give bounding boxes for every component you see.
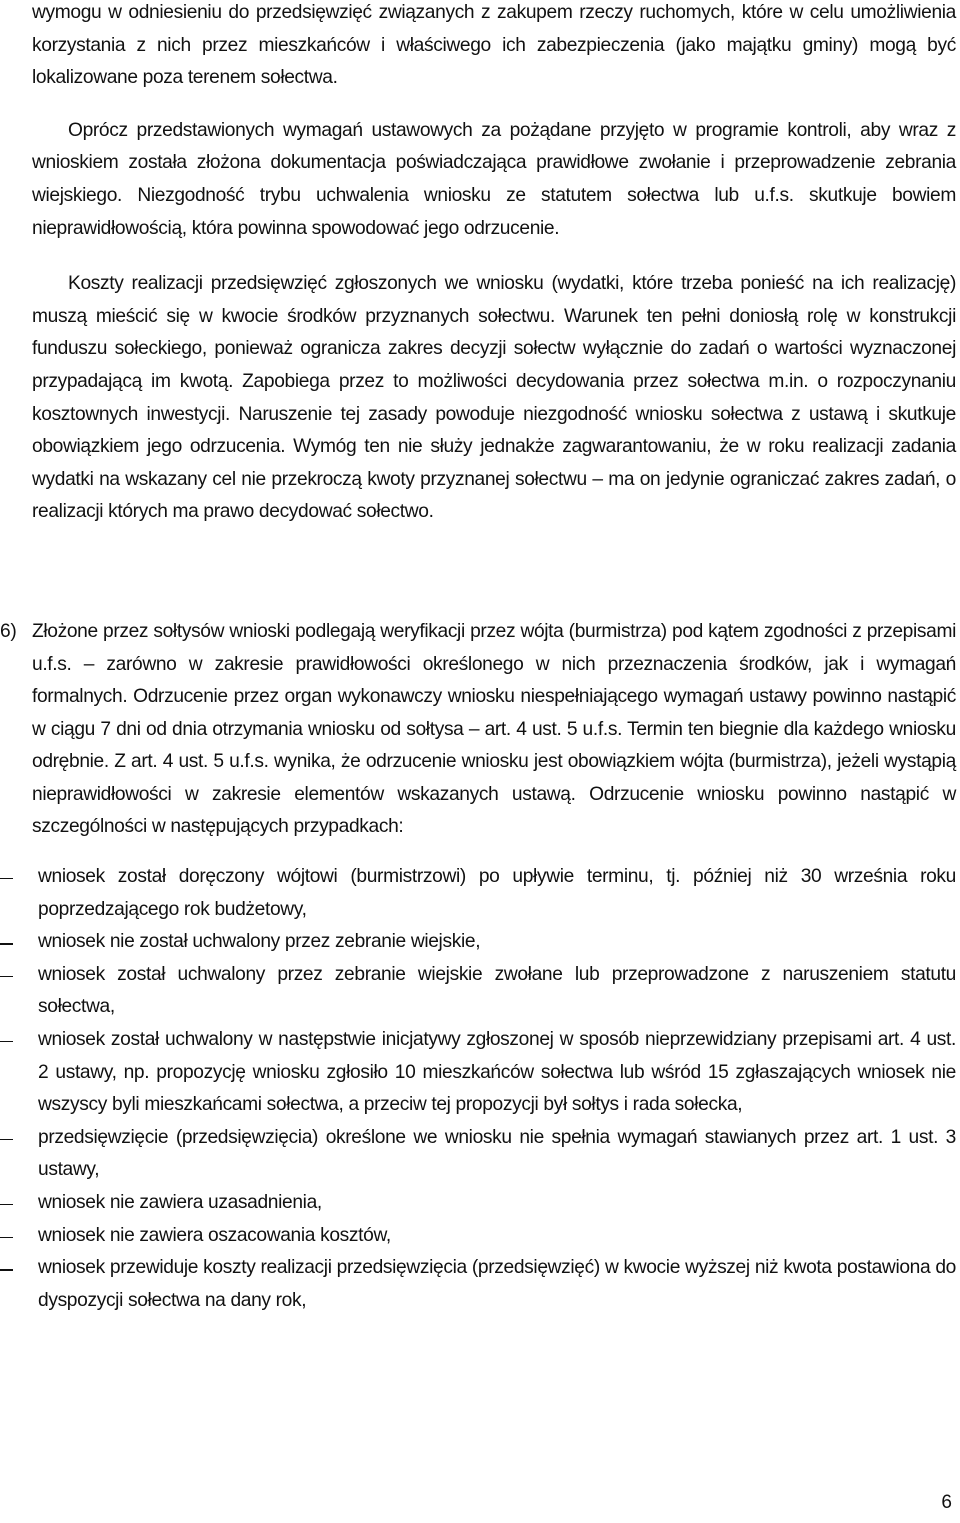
- list-item: wniosek nie zawiera oszacowania kosztów,: [38, 1224, 391, 1246]
- section-number: 6): [0, 620, 17, 642]
- section-6-text: Złożone przez sołtysów wnioski podlegają weryfikacji przez wójta (burmistrza) pod kątem zgodności z przepisami u.f.s. – zarówno w zakresie prawidłowości określonego w nich przeznaczenia środków, jak i wymagań formalnych. Odrzucenie przez organ wykonawczy wniosku niespełniającego wymagań ustawy powinno nastąpić w ciągu 7 dni od dnia otrzymania wniosku od sołtysa – art. 4 ust. 5 u.f.s. Termin ten biegnie dla każdego wniosku odrębnie. Z art. 4 ust. 5 u.f.s. wynika, że odrzucenie wniosku jest obowiązkiem wójta (burmistrza), jeżeli wystąpią nieprawidłowości w zakresie elementów wskazanych ustawą. Odrzucenie wniosku powinno nastąpić w szczególności w następujących przypadkach:: [32, 620, 956, 838]
- paragraph-continuation: wymogu w odniesieniu do przedsięwzięć związanych z zakupem rzeczy ruchomych, które w celu umożliwienia korzystania z nich przez mieszkańców i właściwego ich zabezpieczenia (jako majątku gminy) mogą być lokalizowane poza terenem sołectwa.: [32, 2, 956, 89]
- list-item: wniosek został uchwalony w następstwie inicjatywy zgłoszonej w sposób nieprzewidziany przepisami art. 4 ust. 2 ustawy, np. propozycję wniosku zgłosiło 10 mieszkańców sołectwa lub wśród 15 zgłaszających wniosek nie wszyscy byli mieszkańcami sołectwa, a przeciw tej propozycji był sołtys i rada sołecka,: [38, 1029, 956, 1116]
- section-6: [0, 616, 956, 844]
- list-item: wniosek przewiduje koszty realizacji przedsięwzięcia (przedsięwzięć) w kwocie wyższej niż kwota postawiona do dyspozycji sołectwa na dany rok,: [38, 1257, 956, 1311]
- list-item: wniosek nie został uchwalony przez zebranie wiejskie,: [38, 931, 481, 953]
- page-number: 6: [941, 1492, 952, 1513]
- rejection-reasons-list: [32, 861, 956, 1317]
- list-item: wniosek został uchwalony przez zebranie wiejskie zwołane lub przeprowadzone z naruszeniem statutu sołectwa,: [38, 963, 956, 1018]
- list-item: wniosek został doręczony wójtowi (burmistrzowi) po upływie terminu, tj. później niż 30 września roku poprzedzającego rok budżetowy,: [38, 866, 956, 920]
- list-item: wniosek nie zawiera uzasadnienia,: [38, 1192, 322, 1213]
- paragraph-cost-limits: Koszty realizacji przedsięwzięć zgłoszonych we wniosku (wydatki, które trzeba ponieść na ich realizację) muszą mieścić się w kwocie środków przyznanych sołectwu. Warunek ten pełni doniosłą rolę w konstrukcji funduszu sołeckiego, ponieważ ogranicza zakres decyzji sołectw wyłącznie do zadań o wartości wyznaczonej przypadającą im kwotą. Zapobiega przez to możliwości decydowania przez sołectwa m.in. o rozpoczynaniu kosztownych inwestycji. Naruszenie tej zasady powoduje niezgodność wniosku sołectwa z ustawą i skutkuje obowiązkiem jego odrzucenia. Wymóg ten nie służy jednakże zagwarantowaniu, że w roku realizacji zadania wydatki na wskazany cel nie przekroczą kwoty przyznanej sołectwu – ma on jedynie ograniczać zakres zadań, o realizacji których ma prawo decydować sołectwo.: [32, 273, 956, 523]
- paragraph-documentation-requirement: Oprócz przedstawionych wymagań ustawowych za pożądane przyjęto w programie kontroli, aby wraz z wnioskiem została złożona dokumentacja poświadczająca prawidłowe zwołanie i przeprowadzenie zebrania wiejskiego. Niezgodność trybu uchwalenia wniosku ze statutem sołectwa lub u.f.s. skutkuje bowiem nieprawidłowością, która powinna spowodować jego odrzucenie.: [32, 119, 956, 239]
- list-item: przedsięwzięcie (przedsięwzięcia) określone we wniosku nie spełnia wymagań stawianych przez art. 1 ust. 3 ustawy,: [38, 1126, 956, 1181]
